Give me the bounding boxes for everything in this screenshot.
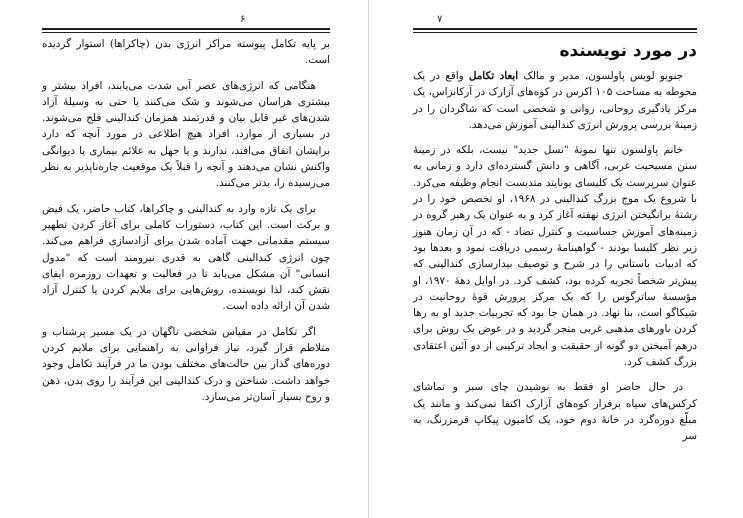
organization-name: ابعاد تکامل (468, 70, 519, 82)
right-page (369, 0, 743, 518)
section-heading: در مورد نویسنده (559, 41, 697, 61)
paragraph: برای یک تازه وارد به کندالینی و چاکراها، کتاب حاضر، یک فیض و برکت است. این کتاب، دستورات کاملی برای آغاز کردن تطهیر سیستم مقدماتی جهت آماده شدن برای آزادسازی فراهم می‌کند. چون انرژی کندالینی گاهی به قدری نیرومند است که "مدول انسانی" آن مشکل می‌یابد تا در فعالیت و تعهدات روزمره ایفای نقش کند، لذا نویسنده، روش‌هایی برای ملایم کردن یا کنترل آزاد شدن آن ارائه داده است. (42, 202, 330, 313)
page-text (413, 38, 697, 454)
paragraph: هنگامی که انرژی‌های عصر آبی شدت می‌یابند، افراد بیشتر و بیشتری هراسان می‌شوند و شک می‌کنند یا حتی به وسیلهٔ آزاد شدن‌های غیر قابل بیان و قدرتمند همزمان کندالینی فلج می‌شوند. در بسیاری از موارد، افراد هیچ اطلاعی در مورد آنچه که دارد برایشان اتفاق می‌افتد، ندارند و یا جهل به علائم بیماری یا دیوانگی واکنش نشان می‌دهند و آنچه را قبلاً یک موقعیت چاره‌ناپذیر به نظر می‌رسیده را، بدتر می‌کنند. (42, 79, 330, 190)
paragraph: خانم پاولسون تنها نمونهٔ "نسل جدید" نیست، بلکه در زمینهٔ سنن مسیحیت غربی، آگاهی و دانش گسترده‌ای دارد و زمانی به عنوان سرپرست یک کلیسای یونایتد متدیست انجام وظیفه می‌کرد. با شروع یک موج بزرگ کندالینی در ۱۹۶۸، او تخصص خود را در رشتهٔ برانگیختن انرژی نهفته آغاز کرد و به عنوان یک رهبر گروه در زمینه‌های آموزش حساسیت و کنترل تضاد - که در آن زمان هنوز زیر نظر کلیسا بودند - گواهینامهٔ رسمی دریافت نمود و بعدها بود که ادبیات باستانی را در شرح و توصیف بیدارسازی کندالینی که پیش‌تر شخصاً تجربه کرده بود، کشف کرد. در اوایل دههٔ ۱۹۷۰، او مؤسسهٔ ساترگوس را که یک مرکز پرورش قوهٔ روحانیت در شیکاگو است، بنا نهاد. در همان جا بود که تجربیات جدید او به رها کردن باورهای مذهبی غربی منجر گردید و در عوض یک روش برای درهم آمیختن دو گونه از حقیقت و ایجاد ترکیبی از دو آئین اعتقادی بزرگ کشف کرد. (413, 144, 697, 369)
paragraph: در حال حاضر او فقط به نوشیدن چای سبز و تماشای کرکس‌های سیاه برفراز کوه‌های آزارک اکتفا نمی‌کند و مانند یک مبلّغ دوره‌گرد در خانهٔ دوم خود، یک کامیون پیکاپ قرمزرنگ، به سر (413, 381, 697, 443)
paragraph: اگر تکامل در مقیاس شخصی ناگهان در یک مسیر پرشتاب و متلاطم قرار گیرد، نیاز فراوانی به راهنمایی برای ملایم کردن دوره‌های گذار بین حالت‌های مختلف بودن ما در فرآیند تکامل وجود خواهد داشت. شناختن و درک کندالینی این فرآیند را روی بدن، ذهن و روح بسیار آسان‌تر می‌سازد. (42, 325, 330, 403)
paragraph (413, 68, 697, 133)
page-number: ۶ (240, 14, 246, 25)
left-page (0, 0, 369, 518)
paragraph-prefix: جنویو لویس پاولسون، مدیر و مالک (518, 70, 684, 82)
header-rule (413, 28, 697, 30)
paragraph: بر پایه تکامل پیوسته مراکز انرژی بدن (چاکراها) استوار گردیده است. (42, 38, 330, 67)
page-number: ۷ (437, 14, 443, 25)
header-rule (42, 28, 330, 30)
page-text (42, 36, 330, 414)
paragraph-suffix: واقع در یک محوطه به مساحت ۱۰۵ اکرس در کوه‌های آزارک در آرکانزاس، یک مرکز یادگیری روحانی، روانی و شخصی است که شاگردان را در زمینهٔ بررسی پرورش انرژی کندالینی آموزش می‌دهد. (413, 70, 697, 131)
